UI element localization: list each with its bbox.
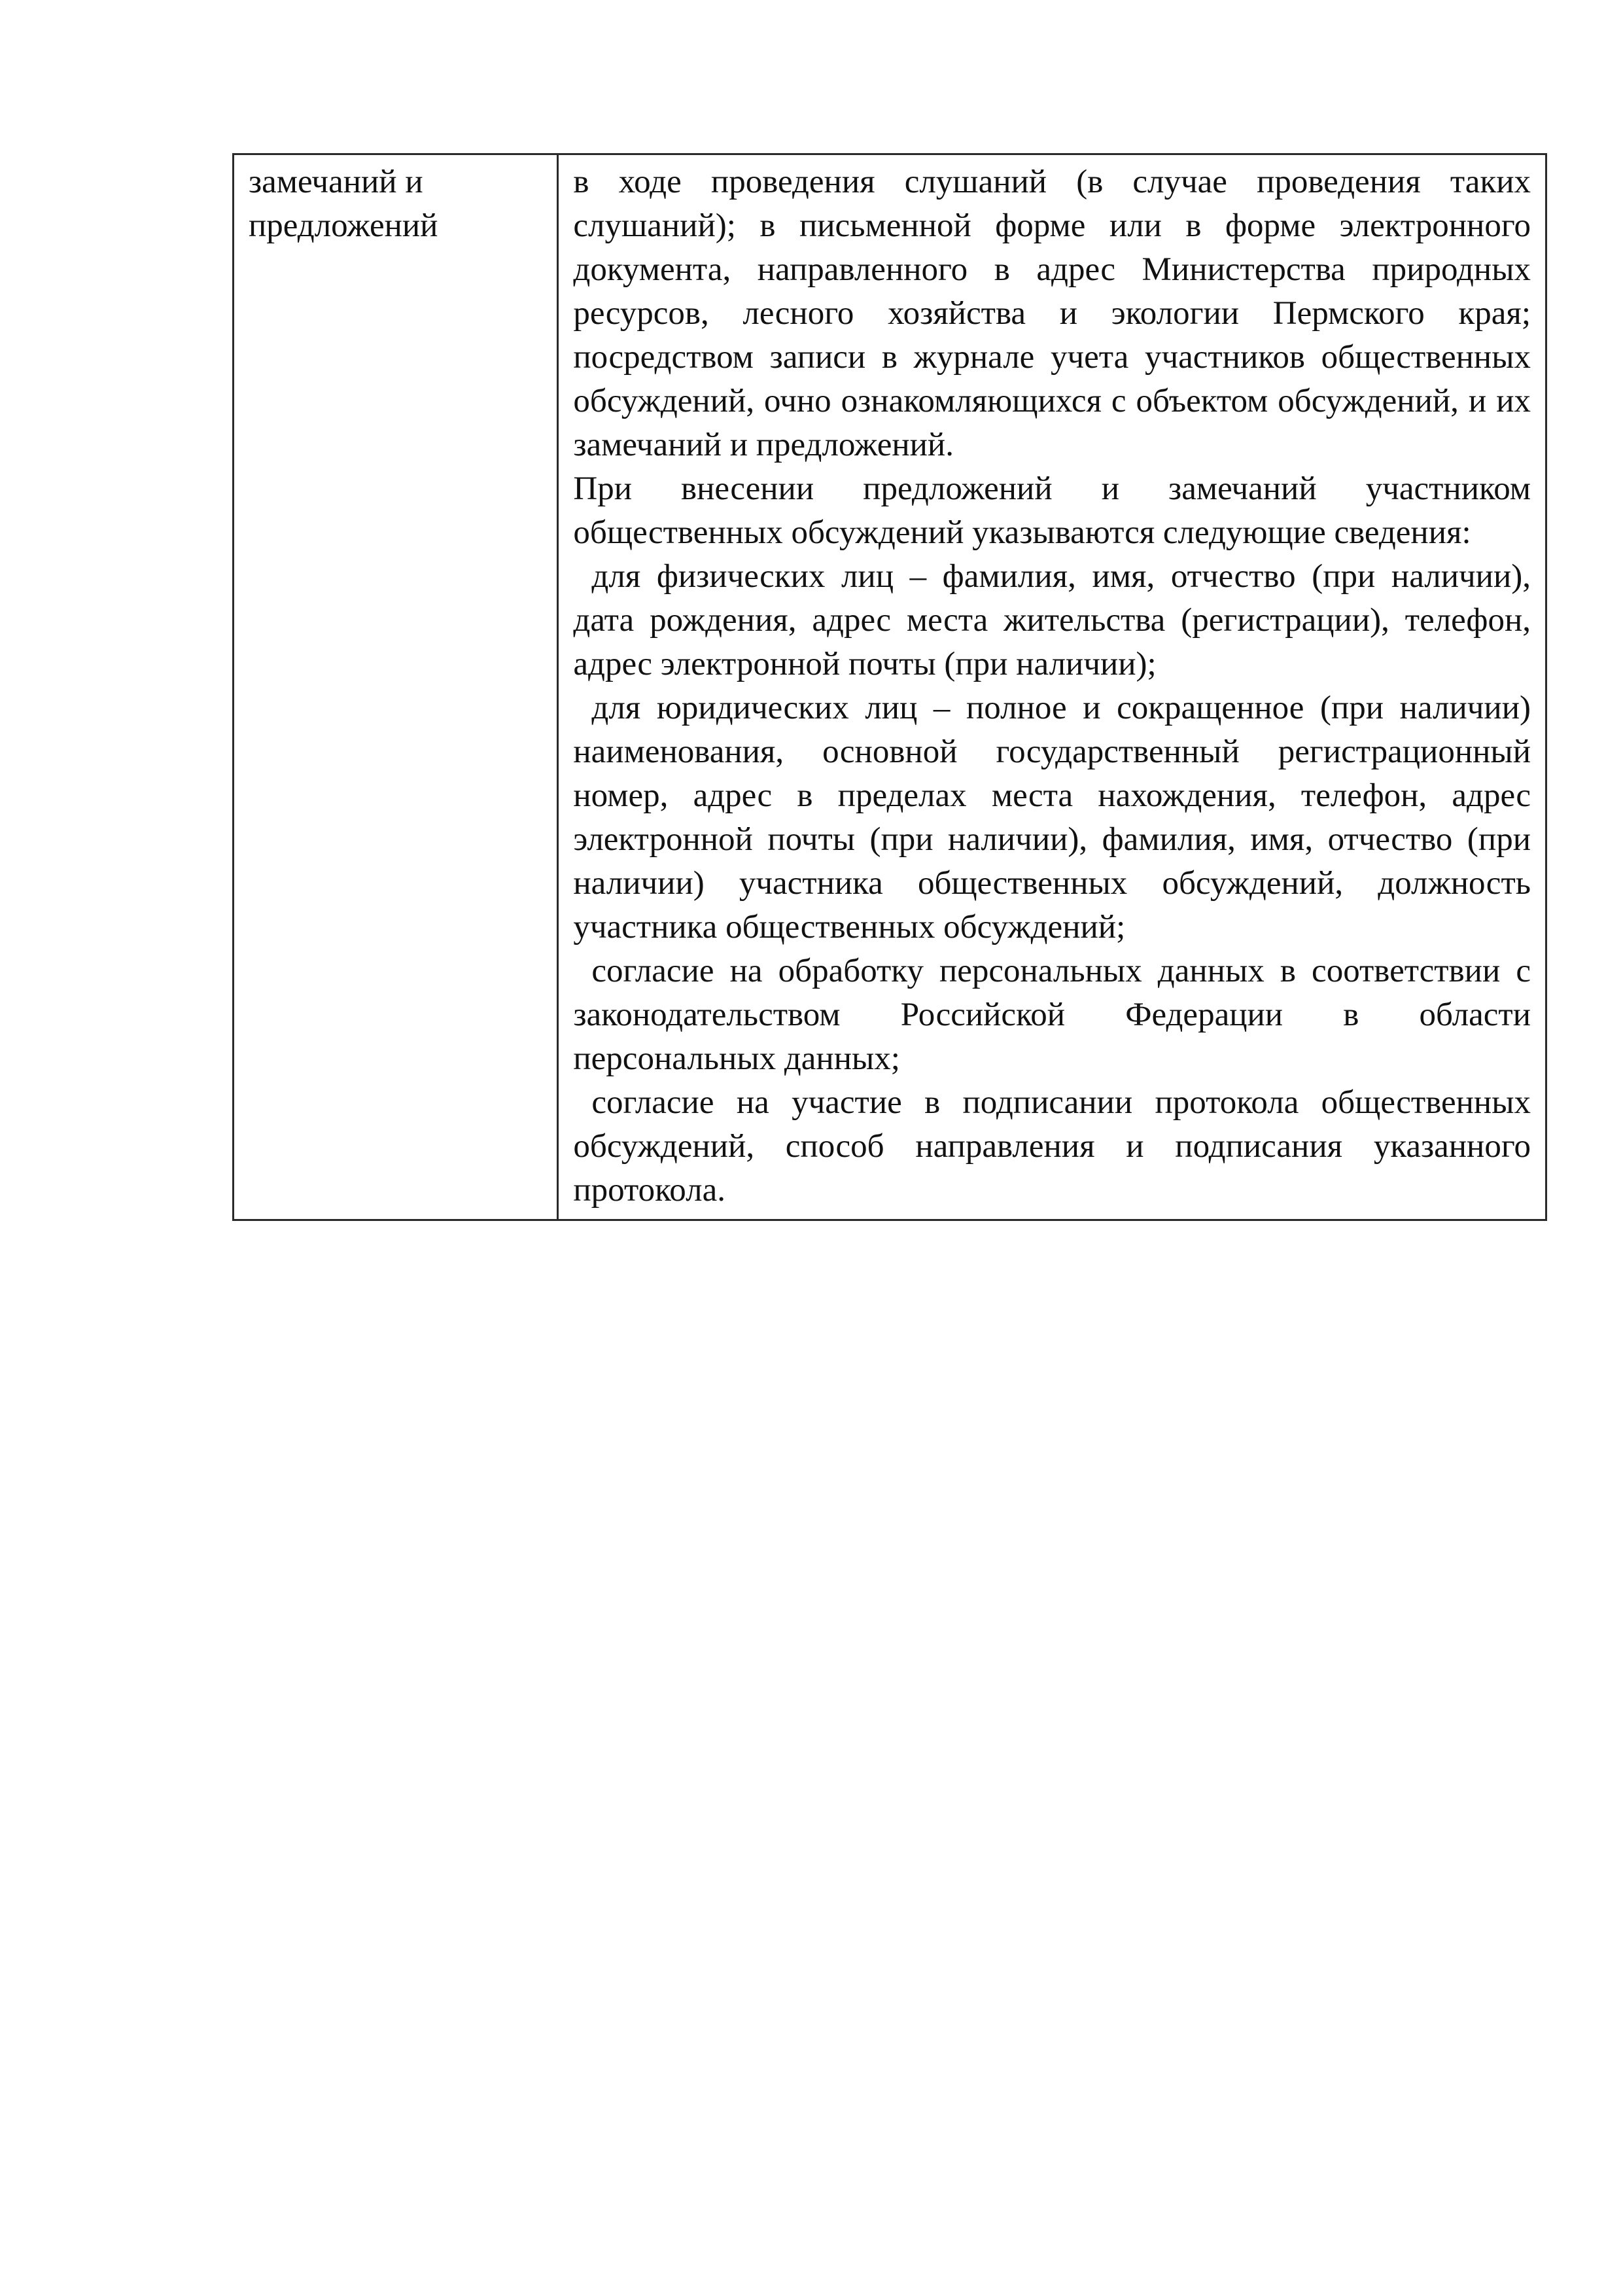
left-cell-line: замечаний и [249, 164, 423, 200]
procedure-table [232, 153, 1547, 1221]
protocol-signing-consent-paragraph: согласие на участие в подписании протокола общественных обсуждений, способ направления и подписания указанного протокола. [573, 1084, 1531, 1209]
table-row [234, 154, 1546, 1220]
right-cell [558, 154, 1546, 1220]
individuals-info-paragraph: для физических лиц – фамилия, имя, отчество (при наличии), дата рождения, адрес места жительства (регистрации), телефон, адрес электронной почты (при наличии); [573, 558, 1531, 682]
submission-methods-paragraph: в ходе проведения слушаний (в случае проведения таких слушаний); в письменной форме или в форме электронного документа, направленного в адрес Министерства природных ресурсов, лесного хозяйства и экологии Пермского края; посредством записи в журнале учета участников общественных обсуждений, очно ознакомляющихся с объектом обсуждений, и их замечаний и предложений. [573, 164, 1531, 463]
legal-entities-info-paragraph: для юридических лиц – полное и сокращенное (при наличии) наименования, основной государственный регистрационный номер, адрес в пределах места нахождения, телефон, адрес электронной почты (при наличии), фамилия, имя, отчество (при наличии) участника общественных обсуждений, должность участника общественных обсуждений; [573, 690, 1531, 945]
personal-data-consent-paragraph: согласие на обработку персональных данных в соответствии с законодательством Российской Федерации в области персональных данных; [573, 953, 1531, 1077]
required-info-intro-paragraph: При внесении предложений и замечаний участником общественных обсуждений указываются следующие сведения: [573, 470, 1531, 551]
left-cell [234, 154, 558, 1220]
left-cell-line: предложений [249, 207, 438, 244]
